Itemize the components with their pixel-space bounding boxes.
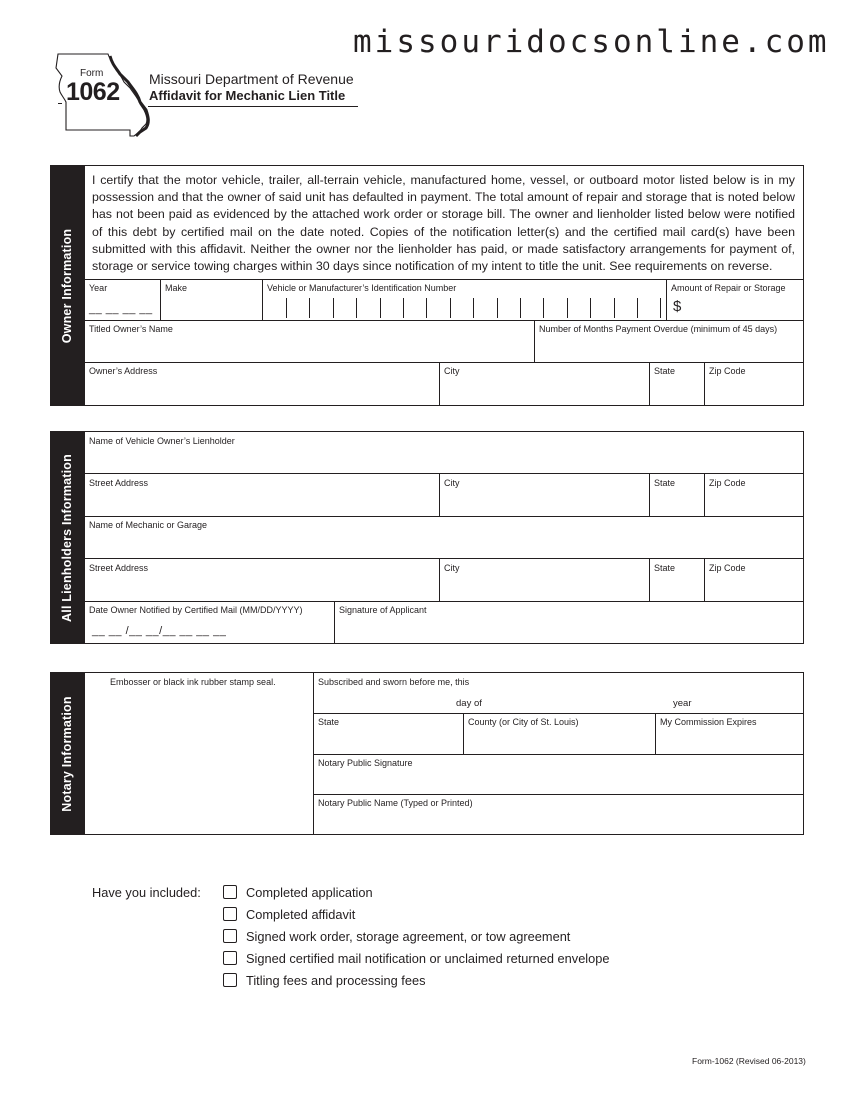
form-word: Form bbox=[80, 68, 104, 79]
checkbox-completed-application[interactable] bbox=[223, 885, 237, 899]
owner-name-label: Titled Owner’s Name bbox=[89, 324, 173, 334]
notary-signature-label: Notary Public Signature bbox=[318, 758, 413, 768]
lienholder-zip-input[interactable] bbox=[706, 490, 802, 514]
year-of-label: year bbox=[673, 698, 692, 709]
row-divider bbox=[84, 516, 804, 517]
vin-cell-divider bbox=[473, 298, 474, 318]
owner-section-label: Owner Information bbox=[60, 228, 74, 343]
certification-text: I certify that the motor vehicle, trailer, all-terrain vehicle, manufactured home, vessel, or outboard motor listed below is in my possession and that the owner of said unit has defaulted in payment. The total amount of repair and storage that is noted below has not been paid as evidenced by the attached work order or storage bill. The owner and lienholder listed below were notified of this debt by certified mail on the date noted. Copies of the notification letter(s) and the certified mail card(s) have been submitted with this affidavit. Neither the owner nor the lienholder has paid, or made satisfactory arrangements for payment of, storage or service towing charges within 30 days since notification of my intent to title the unit. See requirements on reverse. bbox=[92, 173, 795, 274]
mechanic-name-input[interactable] bbox=[86, 532, 802, 556]
vin-cell-divider bbox=[637, 298, 638, 318]
row-divider bbox=[313, 754, 804, 755]
seal-area bbox=[86, 690, 311, 833]
col-divider bbox=[439, 473, 440, 516]
lienholder-city-label: City bbox=[444, 478, 460, 488]
col-divider bbox=[649, 362, 650, 406]
make-label: Make bbox=[165, 283, 188, 293]
mechanic-city-input[interactable] bbox=[441, 575, 647, 599]
sworn-month-input[interactable] bbox=[495, 692, 665, 710]
notary-state-label: State bbox=[318, 717, 340, 727]
checklist-prompt: Have you included: bbox=[92, 885, 201, 900]
title-underline bbox=[148, 106, 358, 107]
col-divider bbox=[262, 279, 263, 320]
checkbox-titling-fees[interactable] bbox=[223, 973, 237, 987]
mechanic-street-input[interactable] bbox=[86, 575, 437, 599]
sworn-label: Subscribed and sworn before me, this bbox=[318, 677, 470, 687]
row-divider bbox=[84, 320, 804, 321]
col-divider bbox=[666, 279, 667, 320]
notary-state-input[interactable] bbox=[315, 729, 461, 752]
vin-cell-divider bbox=[380, 298, 381, 318]
checklist-item: Signed certified mail notification or unclaimed returned envelope bbox=[246, 951, 610, 966]
notified-date-label: Date Owner Notified by Certified Mail (MM/DD/YYYY) bbox=[89, 605, 303, 615]
owner-zip-label: Zip Code bbox=[709, 366, 746, 376]
lienholder-section-tab bbox=[50, 431, 84, 644]
vin-cell-divider bbox=[520, 298, 521, 318]
col-divider bbox=[439, 362, 440, 406]
vin-cell-divider bbox=[567, 298, 568, 318]
row-divider bbox=[84, 558, 804, 559]
lienholder-street-label: Street Address bbox=[89, 478, 149, 488]
checklist-item: Completed application bbox=[246, 885, 373, 900]
checklist-item: Signed work order, storage agreement, or tow agreement bbox=[246, 929, 571, 944]
vin-cell-divider bbox=[286, 298, 287, 318]
row-divider bbox=[84, 362, 804, 363]
lienholder-section-label: All Lienholders Information bbox=[60, 453, 74, 622]
logo-tick bbox=[58, 103, 62, 104]
checkbox-certified-mail[interactable] bbox=[223, 951, 237, 965]
mechanic-state-label: State bbox=[654, 563, 676, 573]
col-divider bbox=[704, 362, 705, 406]
dollar-sign: $ bbox=[673, 298, 682, 315]
notary-name-label: Notary Public Name (Typed or Printed) bbox=[318, 798, 473, 808]
vin-cell-divider bbox=[614, 298, 615, 318]
form-title: Affidavit for Mechanic Lien Title bbox=[149, 88, 346, 103]
col-divider bbox=[439, 558, 440, 601]
form-number: 1062 bbox=[66, 78, 120, 106]
owner-address-input[interactable] bbox=[86, 378, 437, 404]
col-divider bbox=[704, 558, 705, 601]
col-divider bbox=[160, 279, 161, 320]
year-input[interactable]: __ __ __ __ bbox=[89, 303, 153, 315]
department-name: Missouri Department of Revenue bbox=[149, 71, 354, 87]
make-input[interactable] bbox=[162, 296, 260, 318]
notary-county-label: County (or City of St. Louis) bbox=[468, 717, 579, 727]
col-divider bbox=[534, 320, 535, 362]
row-divider bbox=[84, 601, 804, 602]
vin-cell-divider bbox=[426, 298, 427, 318]
vin-cell-divider bbox=[590, 298, 591, 318]
vin-input[interactable] bbox=[264, 296, 664, 318]
vin-cell-divider bbox=[309, 298, 310, 318]
checklist-item: Titling fees and processing fees bbox=[246, 973, 426, 988]
notary-section-label: Notary Information bbox=[60, 695, 74, 812]
months-overdue-input[interactable] bbox=[536, 336, 802, 360]
form-revision: Form-1062 (Revised 06-2013) bbox=[692, 1056, 806, 1066]
sworn-day-input[interactable] bbox=[318, 692, 448, 710]
lienholder-street-input[interactable] bbox=[86, 490, 437, 514]
commission-expires-label: My Commission Expires bbox=[660, 717, 757, 727]
checkbox-completed-affidavit[interactable] bbox=[223, 907, 237, 921]
amount-label: Amount of Repair or Storage bbox=[671, 283, 786, 293]
vin-cell-divider bbox=[333, 298, 334, 318]
applicant-signature-input[interactable] bbox=[336, 617, 802, 642]
site-watermark: missouridocsonline.com bbox=[353, 24, 830, 60]
mechanic-name-label: Name of Mechanic or Garage bbox=[89, 520, 208, 530]
vin-cell-divider bbox=[403, 298, 404, 318]
mechanic-zip-label: Zip Code bbox=[709, 563, 746, 573]
col-divider bbox=[334, 601, 335, 644]
commission-expires-input[interactable] bbox=[657, 729, 802, 752]
lienholder-state-label: State bbox=[654, 478, 676, 488]
notary-name-input[interactable] bbox=[315, 810, 802, 833]
notary-section-tab bbox=[50, 672, 84, 835]
seal-label: Embosser or black ink rubber stamp seal. bbox=[110, 677, 276, 687]
lienholder-name-label: Name of Vehicle Owner’s Lienholder bbox=[89, 436, 235, 446]
owner-zip-input[interactable] bbox=[706, 378, 802, 404]
notified-date-input[interactable]: __ __ /__ __/__ __ __ __ bbox=[92, 625, 227, 637]
owner-section-tab bbox=[50, 165, 84, 406]
applicant-signature-label: Signature of Applicant bbox=[339, 605, 427, 615]
owner-name-input[interactable] bbox=[86, 336, 532, 360]
col-divider bbox=[463, 713, 464, 754]
row-divider bbox=[84, 279, 804, 280]
row-divider bbox=[84, 473, 804, 474]
vin-label: Vehicle or Manufacturer’s Identification Number bbox=[267, 283, 457, 293]
vin-cell-divider bbox=[497, 298, 498, 318]
mechanic-zip-input[interactable] bbox=[706, 575, 802, 599]
vin-cell-divider bbox=[450, 298, 451, 318]
lienholder-state-input[interactable] bbox=[651, 490, 702, 514]
col-divider bbox=[649, 473, 650, 516]
col-divider bbox=[655, 713, 656, 754]
owner-state-input[interactable] bbox=[651, 378, 702, 404]
row-divider bbox=[313, 794, 804, 795]
owner-state-label: State bbox=[654, 366, 676, 376]
notary-county-input[interactable] bbox=[465, 729, 653, 752]
vin-cell-divider bbox=[543, 298, 544, 318]
col-divider bbox=[649, 558, 650, 601]
col-divider bbox=[704, 473, 705, 516]
checkbox-work-order[interactable] bbox=[223, 929, 237, 943]
lienholder-zip-label: Zip Code bbox=[709, 478, 746, 488]
day-of-label: day of bbox=[456, 698, 482, 709]
lienholder-city-input[interactable] bbox=[441, 490, 647, 514]
notary-signature-input[interactable] bbox=[315, 770, 802, 792]
amount-input[interactable] bbox=[686, 296, 802, 318]
row-divider bbox=[313, 713, 804, 714]
vin-cell-divider bbox=[356, 298, 357, 318]
mechanic-city-label: City bbox=[444, 563, 460, 573]
mechanic-state-input[interactable] bbox=[651, 575, 702, 599]
vin-cell-divider bbox=[660, 298, 661, 318]
mechanic-street-label: Street Address bbox=[89, 563, 149, 573]
year-label: Year bbox=[89, 283, 108, 293]
checklist-item: Completed affidavit bbox=[246, 907, 356, 922]
owner-address-label: Owner’s Address bbox=[89, 366, 158, 376]
months-overdue-label: Number of Months Payment Overdue (minimum of 45 days) bbox=[539, 324, 778, 334]
owner-city-label: City bbox=[444, 366, 460, 376]
owner-city-input[interactable] bbox=[441, 378, 647, 404]
lienholder-name-input[interactable] bbox=[86, 448, 802, 472]
